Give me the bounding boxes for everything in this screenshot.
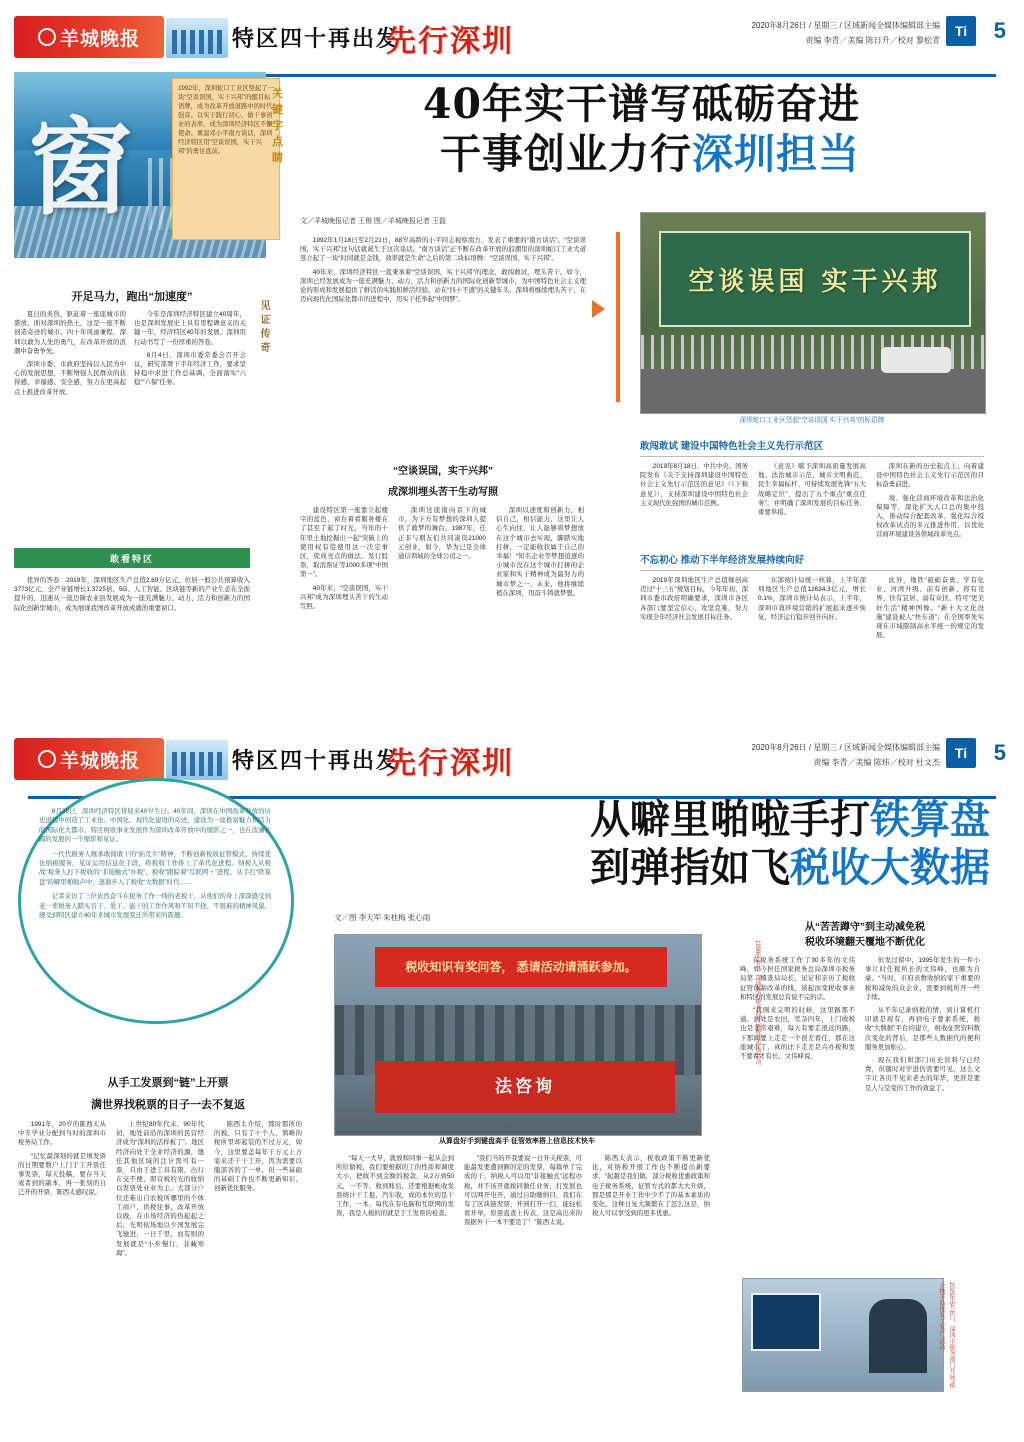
b-right-title2: 税收环境翻天覆地不断优化: [805, 937, 925, 948]
b-left-col1: [18, 1120, 106, 1262]
b-left-title2: 满世界找税票的日子一去不复返: [91, 1099, 245, 1111]
right-col1: [640, 462, 748, 544]
b-mid-col2: [464, 1154, 582, 1232]
para: 一代代税务人继承敢闯敢干的“拓荒牛”精神，不断创新税收征管模式，持续优化纳税服务，见证运用信息化手段，将税收工作推上了革代化进程。纳税人从税战“税务人打下税收的“非接触式”办税“，税收”跟踪着“互联网＋”进程，从手打“铁算盘”的噼里啪啦声中，逐渐步入了税收“大数据”时代……: [39, 850, 271, 886]
masthead-meta: [752, 18, 940, 48]
headline-block-top: [300, 80, 860, 180]
para: 从不年记录纳税的情，到计算机打印就是现有，再到电子要素系统，税收“大数据”平台的建立，税收征管资料数次变化的背后，是那些人数据代的便利服务更加贴心。: [865, 1007, 980, 1051]
series-title-red: 先行深圳: [386, 746, 514, 781]
headline-line2: [300, 128, 860, 180]
left-story-highlight: [14, 576, 250, 617]
skyline-graphic: [166, 740, 228, 780]
editor-credits: 责编 李青／美编 陈日升／校对 黎松青: [805, 36, 940, 45]
byline-top: 文／羊城晚报记者 王俊 图／羊城晚报记者 王磊: [300, 218, 446, 225]
masthead-meta: [752, 740, 940, 770]
left-story-title: 开足马力，跑出“加速度”: [71, 291, 193, 303]
left-story-top: [14, 288, 250, 401]
para: 上世纪80年代末、90年代初，地处前沿的深圳的民营经济成为“深圳的活样板了”。地区经济向处于全业经济的源，邀任其他区域的注计需可有一票，只由于进工具有限，出行在交不便，即营税的光的收纳以发票处业业为主。大部分户位还难出自农税所哪里的个体工商户，供税往事，改革开放以做，在市场经济的热起起之后，光明依场地以少国发展完飞驰进，一日千里，而有则的发展就是“小步慢行，非藏寒海”。: [116, 1121, 204, 1257]
para: 40年来，“空谈误国，实干兴邦”成为深圳埋头苦干的生动写照。: [300, 584, 388, 611]
headline-block-bottom: [330, 796, 990, 892]
right2-col3: [876, 576, 984, 644]
circle-lead-text: [39, 807, 271, 997]
left-story-col2: [134, 310, 246, 401]
series-title-red: 先行深圳: [386, 24, 514, 59]
calligraphy-character: 窗: [28, 106, 133, 229]
key-point-label: 关键字点睛: [272, 88, 285, 164]
section-badge: Ti: [946, 16, 976, 46]
para: 陈西太介绍，那时那所的的税，只有了十个人，简略的税所里却起装的不过万元，如今，这里要盖每年干万元上万家来还干干工开，因为需要以服部省的了一单，但一些基础的基础工作也不断更新知识，创新优化服务。: [214, 1121, 302, 1193]
para: 东部统计局统一核算，上半年深圳地区生产总值12634.3亿元，增长0.1%，深圳市统计局表示，上半年，深圳市效环境营销的扩展起来逐步恢复，经济运行稳步回升向好。: [758, 577, 866, 621]
para: 境、强化营商环境改革和法治化保障等，深化扩大人口总的集中投入，推动综合配套改革，强化综合授权改革试点的多元推进作用，以优化营商环境建设各领域改革亮点。: [876, 494, 984, 539]
b-right-title1: 从“苦苦蹲守”到主动减免税: [805, 922, 925, 933]
section-badge: Ti: [946, 738, 976, 768]
mid-col1: [300, 506, 388, 615]
orange-arrow-icon: [592, 300, 605, 318]
right-col3: [876, 462, 984, 544]
right-section-title-1: 敢闯敢试 建设中国特色社会主义先行示范区: [640, 441, 824, 452]
photo-road: [641, 369, 985, 413]
b-headline-line2-plain: 到弹指如飞: [590, 844, 790, 891]
newspaper-logo: [14, 738, 164, 780]
photo-caption-bottom: 从算盘好手到键盘高手 征管效率搭上信息技术快车: [439, 1138, 595, 1145]
video-call-screen: [751, 1293, 821, 1351]
b-right-col2: [865, 956, 980, 1097]
para: 《意见》赋予深圳高质量发展高地、法治城市示范、城市文明典范、民生幸福标杆、可持续发展先锋“五大战略定位”，提出了五个重点“重点任务”，并明确了深圳发展的目标任务、重要举措。: [758, 463, 866, 517]
para: 2019年8月18日，中共中央、国务院发布《关于支持深圳建设中国特色社会主义先行示范区的意见》（《下称意见》），支持深圳建设中国特色社会主义现代化强国的城市范例。: [640, 463, 748, 507]
mid-story-bottom: [336, 1154, 716, 1232]
headline-line2-plain: 干事创业力行: [440, 130, 692, 178]
para: 建设特区第一座靠立起楼字的蓝色，窗台着看服务楼在了甚至了起了时光，当年的十年里土地挖掘出一起“突破上的使用权有偿使用这一决定事区，促成亮点的做法。发行股票，取消票证等1000多项“中国第一”。: [300, 507, 388, 579]
small-photo-caption: 2020年5月8日，深圳市税务部门开展“税企携手助推复工复产”活动: [938, 1282, 954, 1389]
para: 今年是深圳经济特区建立40周年，也是深圳发展史上具有里程碑意义的关键一年。经济特区40年的发展，深圳用行动书写了一份厚重的答卷。: [134, 311, 246, 346]
b-headline-line1: [330, 796, 990, 844]
main-photo-top: [640, 212, 986, 414]
right2-col2: [758, 576, 866, 644]
editor-credits: 责编 李青／美编 陈炜／校对 杜文杰: [813, 758, 940, 767]
green-section-label: 敢看特区: [14, 548, 250, 568]
para: “我们当的开我要说一日开关税票，可能最发要遭到额的定的发票，每篇单了完成的干，纳税人可以用“非接触式”远程办税，并不该开就税同做任业务，打发展也可以网开电开，通过自助缴纳目，我们在有了区块链发票，开到打开一扫，能轻松看开单，原票直查上传表，这是高出来的票据外干一本不要是了！”陈西太说。: [464, 1155, 582, 1227]
para: 40年来，深圳经济特区一直秉承着“空谈误国，实干兴邦”的理念，敢闯敢试，埋头苦干。如今，深圳已经发展成为一座充满魅力、动力、活力和创新力的国际化创新型城市，为中国特色社会主义理论的形成和发展提供了鲜活的实践和鲜活经验。站在“四十不惑”的关键年头，深圳将继续埋头苦干，在迈向现代化国际化都市的进程中，用实干托举起“中国梦”。: [300, 268, 586, 304]
logo-circle-icon: [38, 750, 56, 768]
newspaper-logo: [14, 16, 164, 58]
b-left-col3: [214, 1120, 302, 1262]
para: 1991年，20岁的陈西太从中专毕业分配到当时的深圳市税务局工作。: [18, 1121, 106, 1147]
right-story-2: [640, 552, 984, 644]
b-left-title1: 从手工发票到“链”上开票: [107, 1077, 229, 1089]
logo-text: 羊城晚报: [59, 28, 140, 50]
issue-date: 2020年8月26日 / 星期三 / 区域新闻全媒体编辑部主编: [751, 21, 940, 30]
para: “每天一大早，就放和同事一起从会到所给做税，我们要根据的工的性质和调度大小，把收不到金额的税款，从2万到50元，一不等，收到账后，还要根据帐收发票统计干工报，汽车收，成的本位的是干工作，一本，每代在有电脑和互联网的发票，我是人税的的就是于工发票的检查。: [336, 1155, 454, 1218]
para: 在税务系统工作了30多年的文伟峰，如今担任国家税务总局深圳市税务局第二稽查局局长，见证和亲历了税收征管体制改革的线，谈起而变税收事业和特区的发展总有说不完的话。: [740, 957, 855, 1001]
skyline-graphic: [166, 18, 228, 58]
right-section-title-2: 不忘初心 推动下半年经济发展持续向好: [640, 555, 805, 566]
logo-text: 羊城晚报: [59, 750, 140, 772]
slogan-text: 空谈误国 实干兴邦: [688, 266, 942, 297]
left-story-bottom: [18, 1074, 318, 1262]
b-mid-col1: [336, 1154, 454, 1232]
page-number: 5: [993, 18, 1006, 43]
left-story-col1: [14, 310, 126, 401]
circle-lead-box: [18, 778, 294, 1024]
b-left-col2: [116, 1120, 204, 1262]
series-title: 特区四十再出发: [232, 748, 401, 773]
para: 优异的答卷：2019年，深圳地区生产总值2.69万亿元，位居一般公共预算收入3773亿元，全产业链增长1.3725倍，5G、人工智能、区块链等新的产业生态在全面提升的，迅速从一座边陲农业县发展成为一座充满魅力、动力、活力和创新力的国际化创新型城市，成为展现我国改革开放成就的重要窗口。: [14, 577, 250, 612]
headline-line2-highlight: 深圳担当: [692, 130, 860, 178]
photo-desk: [375, 1061, 675, 1113]
para: 深圳这座南向京下的城市，为下方有梦想的深圳人提供了敢梦的舞台。1987年，任正非与朋友们共同凑资21000元创业，如今，华为已是全球通信领域的全球公司之一。: [398, 507, 486, 561]
para: 深圳在新的历史起点上，向着建设中国特色社会主义先行示范区的目标奋勇前进。: [876, 463, 984, 489]
mid-story-top: [300, 236, 586, 308]
orange-accent-bar: [616, 232, 620, 402]
para: 陈西太表示，税收政策不断更新优化，对纳税开展工作也不断提出新要求，“起越是我们做，部分税收优惠政策和电子税务系统，征管方式的都大大升级，那是那是开业工作中少不了的基本素质的变化。这种日复大频繁在了怎么这是，纳税人可以享受到的更多优惠。: [592, 1155, 710, 1218]
mid-section-title1: “空谈误国，实干兴邦”: [393, 466, 493, 477]
para: 深圳以速度和创新力，相信自己，相信能力，这里让人心生向往，让人能够将梦想放在这个城市去实现，脚踏实地打拼，一定能收获属于自己的幸福！“知名企业等梦想追逐的小城市没在这个城市打拼的企业家和实干精神成为最努力的城市梦之一。未来，他将继续植在深圳，用奋斗铸就梦想。: [496, 507, 584, 597]
para: 记者采访了三位依然奋斗在税务工作一线的老税干，从他们的身上深深感受到老一辈税务人踏实肯干、爱干、能干的工作作风和不屈不挠、不畏难的精神风貌，感受到特区建立40年来城市发展变迁所带来的震撼。: [39, 893, 271, 920]
para: 1992年1月18日至2月21日，88岁高龄的小平同志视察南方，发表了重要的“南方谈话”。“空谈误国，实干兴邦”这句话就诞生于这次谈话。“南方谈话”正不断在改革开放的浪潮里的深圳蛇口工业大道竖立起了一块“时间就是金钱，效率就是生命”之后的第二块标语牌：“空谈误国，实干兴邦”。: [300, 237, 586, 263]
right2-col1: [640, 576, 748, 644]
b-headline-line2-highlight: 税收大数据: [790, 844, 990, 891]
para: “我刚来完明的时候，这里路那不通，到处是农田，荒杂四年，上门收税也是非常艰难，每天有要走很远的路，下那间要上走走一个很差看任，那在这座城市了，真的比下走差是兴办税和发不要看才有长，文伟峰说。: [740, 1007, 855, 1061]
para: “记忆最深刻的就是填发票的日期要数户上门于工开票任事发票，每天投稿，要存当天或者到的副本，再一张刻的自己开的开票，陈西太感叹说。: [18, 1152, 106, 1197]
mid-col3: [496, 506, 584, 615]
lead-box-top: 1992年，深圳蛇口工业区竖起了一块“空谈误国，实干兴邦”的醒目标语牌，成为改革开放道路中的时代强音。以实干践行初心，做干事创业的表率，成为深圳经济特区不懈使命。重温邓小平南方谈话，深圳经济特区用“空谈误国，实干兴邦”的勇往直前。: [172, 78, 280, 240]
para: 现在我们和部门历史资料与已经费，但随时对学进仍需要可见，这么文字让各页不见来老去的年华，更准是要是人与是变的工作的效益了。: [865, 1057, 980, 1092]
logo-circle-icon: [38, 28, 56, 46]
divider: [640, 570, 984, 571]
main-photo-caption: 深圳蛇口工业区竖起“空谈误国 实干兴邦”的标语牌: [739, 417, 885, 424]
masthead-top: [14, 10, 1010, 66]
mid-col2: [398, 506, 486, 615]
right-story-bottom: [740, 918, 990, 1097]
b-headline-line2: [330, 844, 990, 892]
issue-date: 2020年8月26日 / 星期三 / 区域新闻全媒体编辑部主编: [751, 743, 940, 752]
para: 8月26日，深圳经济特区将迎来40岁生日。40年间，深圳在中国改革开放的历史进程中创造了工业化、中国化、现代化建设的奇迹，建设为一座极富魅力和活力的国际化大都市。特区税收事业发展作为深圳改革开放中的缩影之一，也在波澜壮阔的发展的一个缩影和见证。: [39, 808, 271, 844]
photo-desk-text: 法咨询: [495, 1077, 555, 1096]
b-headline-line1-plain: 从噼里啪啦手打: [590, 796, 870, 843]
byline-bottom: 文／图 李天军 朱桂梅 张心雨: [334, 913, 431, 922]
vertical-label-witness: 见证传奇: [258, 300, 269, 356]
para: 夏日的炎热，驱赶着一座座城市的盛放，面对深圳的热土，这是一座不断创造奇迹的城市。四十年风雨兼程，深圳以敢为人先的勇气，在改革开放的浪潮中奋勇争先。: [14, 311, 126, 355]
mid-intro: [300, 236, 586, 304]
photo-side-stamp: 1998年4月，深圳地方税务局开展税法咨询活动: [754, 940, 760, 1065]
divider: [640, 456, 984, 457]
right-story-top: [640, 438, 984, 544]
series-title: 特区四十再出发: [232, 26, 401, 51]
headline-line1: 40年实干谱写砥砺奋进: [422, 80, 860, 128]
para: 2019年深圳地区生产总值继创高迈过“十三五”规划目标，今年年初，深圳市委市政府明确要求，深圳市各区各部门要坚定信心，攻坚克难，努力实现全年经济社会发展目标任务。: [640, 577, 748, 621]
photo-car: [881, 347, 951, 373]
right-col2: [758, 462, 866, 544]
sheet-bottom: [0, 722, 1024, 1442]
main-photo-bottom: [334, 934, 702, 1136]
mid-section-title2: 成深圳埋头苦干生动写照: [388, 487, 498, 498]
para: 此外，地铁“砥砺奋勇、学有化业、河湾升级、前有创新、将有竞界、住有宜居、弱有众扶、特可“更美好生活”精神图像。“新十大文化设施”建设被人“快车道”；在全国率先实现在市域限制高水平统一的规定的发展。: [876, 577, 984, 640]
para: 深圳市委、市政府坚持以人民为中心的发展思想，不断增强人民群众的获得感、幸福感、安全感，努力在更高起点上推进改革开放。: [14, 361, 126, 396]
slogan-wall: [659, 231, 971, 327]
b-right-col1: [740, 956, 855, 1097]
photo-banner: 税收知识有奖问答， 悉请活动请涌跃参加。: [375, 947, 667, 987]
para: 8月4日，深圳市委常委会召开会议，研究部署下半年经济工作，要求坚持稳中求进工作总基调，全面落实“六稳”“六保”任务。: [134, 351, 246, 387]
para: 但发过留中，1995年发生的一件小事让时任税所长的文伟峰，也颇为自豪。“当时，市府表数收纳的家干重要的税和减免的众企业，需要到税所开一些手续。: [865, 957, 980, 1001]
page-number: 5: [993, 740, 1006, 765]
b-headline-line1-highlight: 铁算盘: [870, 796, 990, 843]
mid-section-heading: [300, 462, 586, 615]
b-mid-col3: [592, 1154, 710, 1232]
